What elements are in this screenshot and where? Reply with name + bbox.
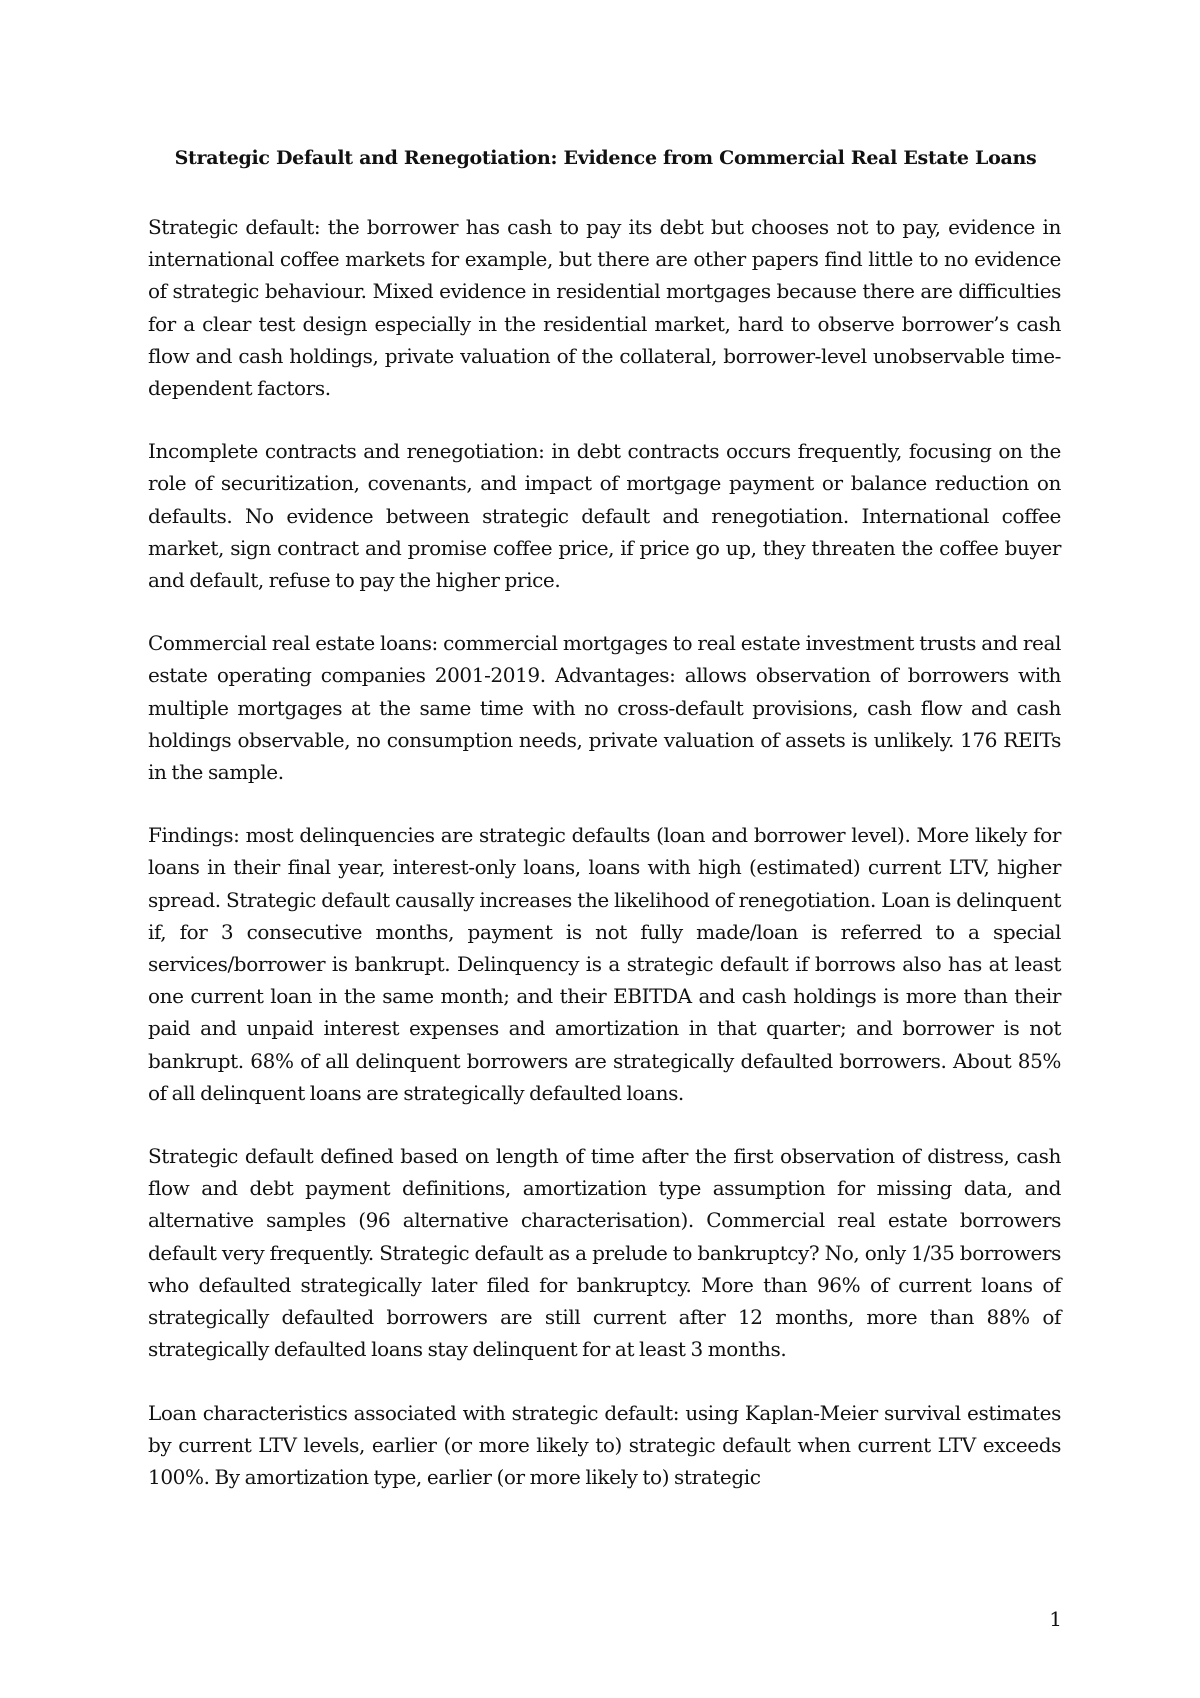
paragraph-loan-characteristics: Loan characteristics associated with strategic default: using Kaplan-Meier survival estimates by current LTV levels, earlier (or more likely to) strategic default when current LTV exceeds 100%. By amortization type, earlier (or more likely to) strategic [148,1400,1061,1489]
paragraph-findings: Findings: most delinquencies are strategic defaults (loan and borrower level). More likely for loans in their final year, interest-only loans, loans with high (estimated) current LTV, higher spread. Strategic default causally increases the likelihood of renegotiation. Loan is delinquent if, for 3 consecutive months, payment is not fully made/loan is referred to a special services/borrower is bankrupt. Delinquency is a strategic default if borrows also has at least one current loan in the same month; and their EBITDA and cash holdings is more than their paid and unpaid interest expenses and amortization in that quarter; and borrower is not bankrupt. 68% of all delinquent borrowers are strategically defaulted borrowers. About 85% of all delinquent loans are strategically defaulted loans. [148,823,1061,1105]
page-number: 1 [1049,1607,1062,1631]
paragraph-incomplete-contracts: Incomplete contracts and renegotiation: in debt contracts occurs frequently, focusing on the role of securitization, covenants, and impact of mortgage payment or balance reduction on defaults. No evidence between strategic default and renegotiation. International coffee market, sign contract and promise coffee price, if price go up, they threaten the coffee buyer and default, refuse to pay the higher price. [148,439,1061,593]
document-body [148,211,1061,1524]
paragraph-commercial-real-estate: Commercial real estate loans: commercial mortgages to real estate investment trusts and real estate operating companies 2001-2019. Advantages: allows observation of borrowers with multiple mortgages at the same time with no cross-default provisions, cash flow and cash holdings observable, no consumption needs, private valuation of assets is unlikely. 176 REITs in the sample. [148,631,1061,785]
paragraph-strategic-default: Strategic default: the borrower has cash to pay its debt but chooses not to pay, evidence in international coffee markets for example, but there are other papers find little to no evidence of strategic behaviour. Mixed evidence in residential mortgages because there are difficulties for a clear test design especially in the residential market, hard to observe borrower’s cash flow and cash holdings, private valuation of the collateral, borrower-level unobservable time-dependent factors. [148,215,1061,401]
paragraph-definition-robustness: Strategic default defined based on length of time after the first observation of distress, cash flow and debt payment definitions, amortization type assumption for missing data, and alternative samples (96 alternative characterisation). Commercial real estate borrowers default very frequently. Strategic default as a prelude to bankruptcy? No, only 1/35 borrowers who defaulted strategically later filed for bankruptcy. More than 96% of current loans of strategically defaulted borrowers are still current after 12 months, more than 88% of strategically defaulted loans stay delinquent for at least 3 months. [148,1144,1061,1362]
document-title: Strategic Default and Renegotiation: Evidence from Commercial Real Estate Loans [174,147,1037,169]
